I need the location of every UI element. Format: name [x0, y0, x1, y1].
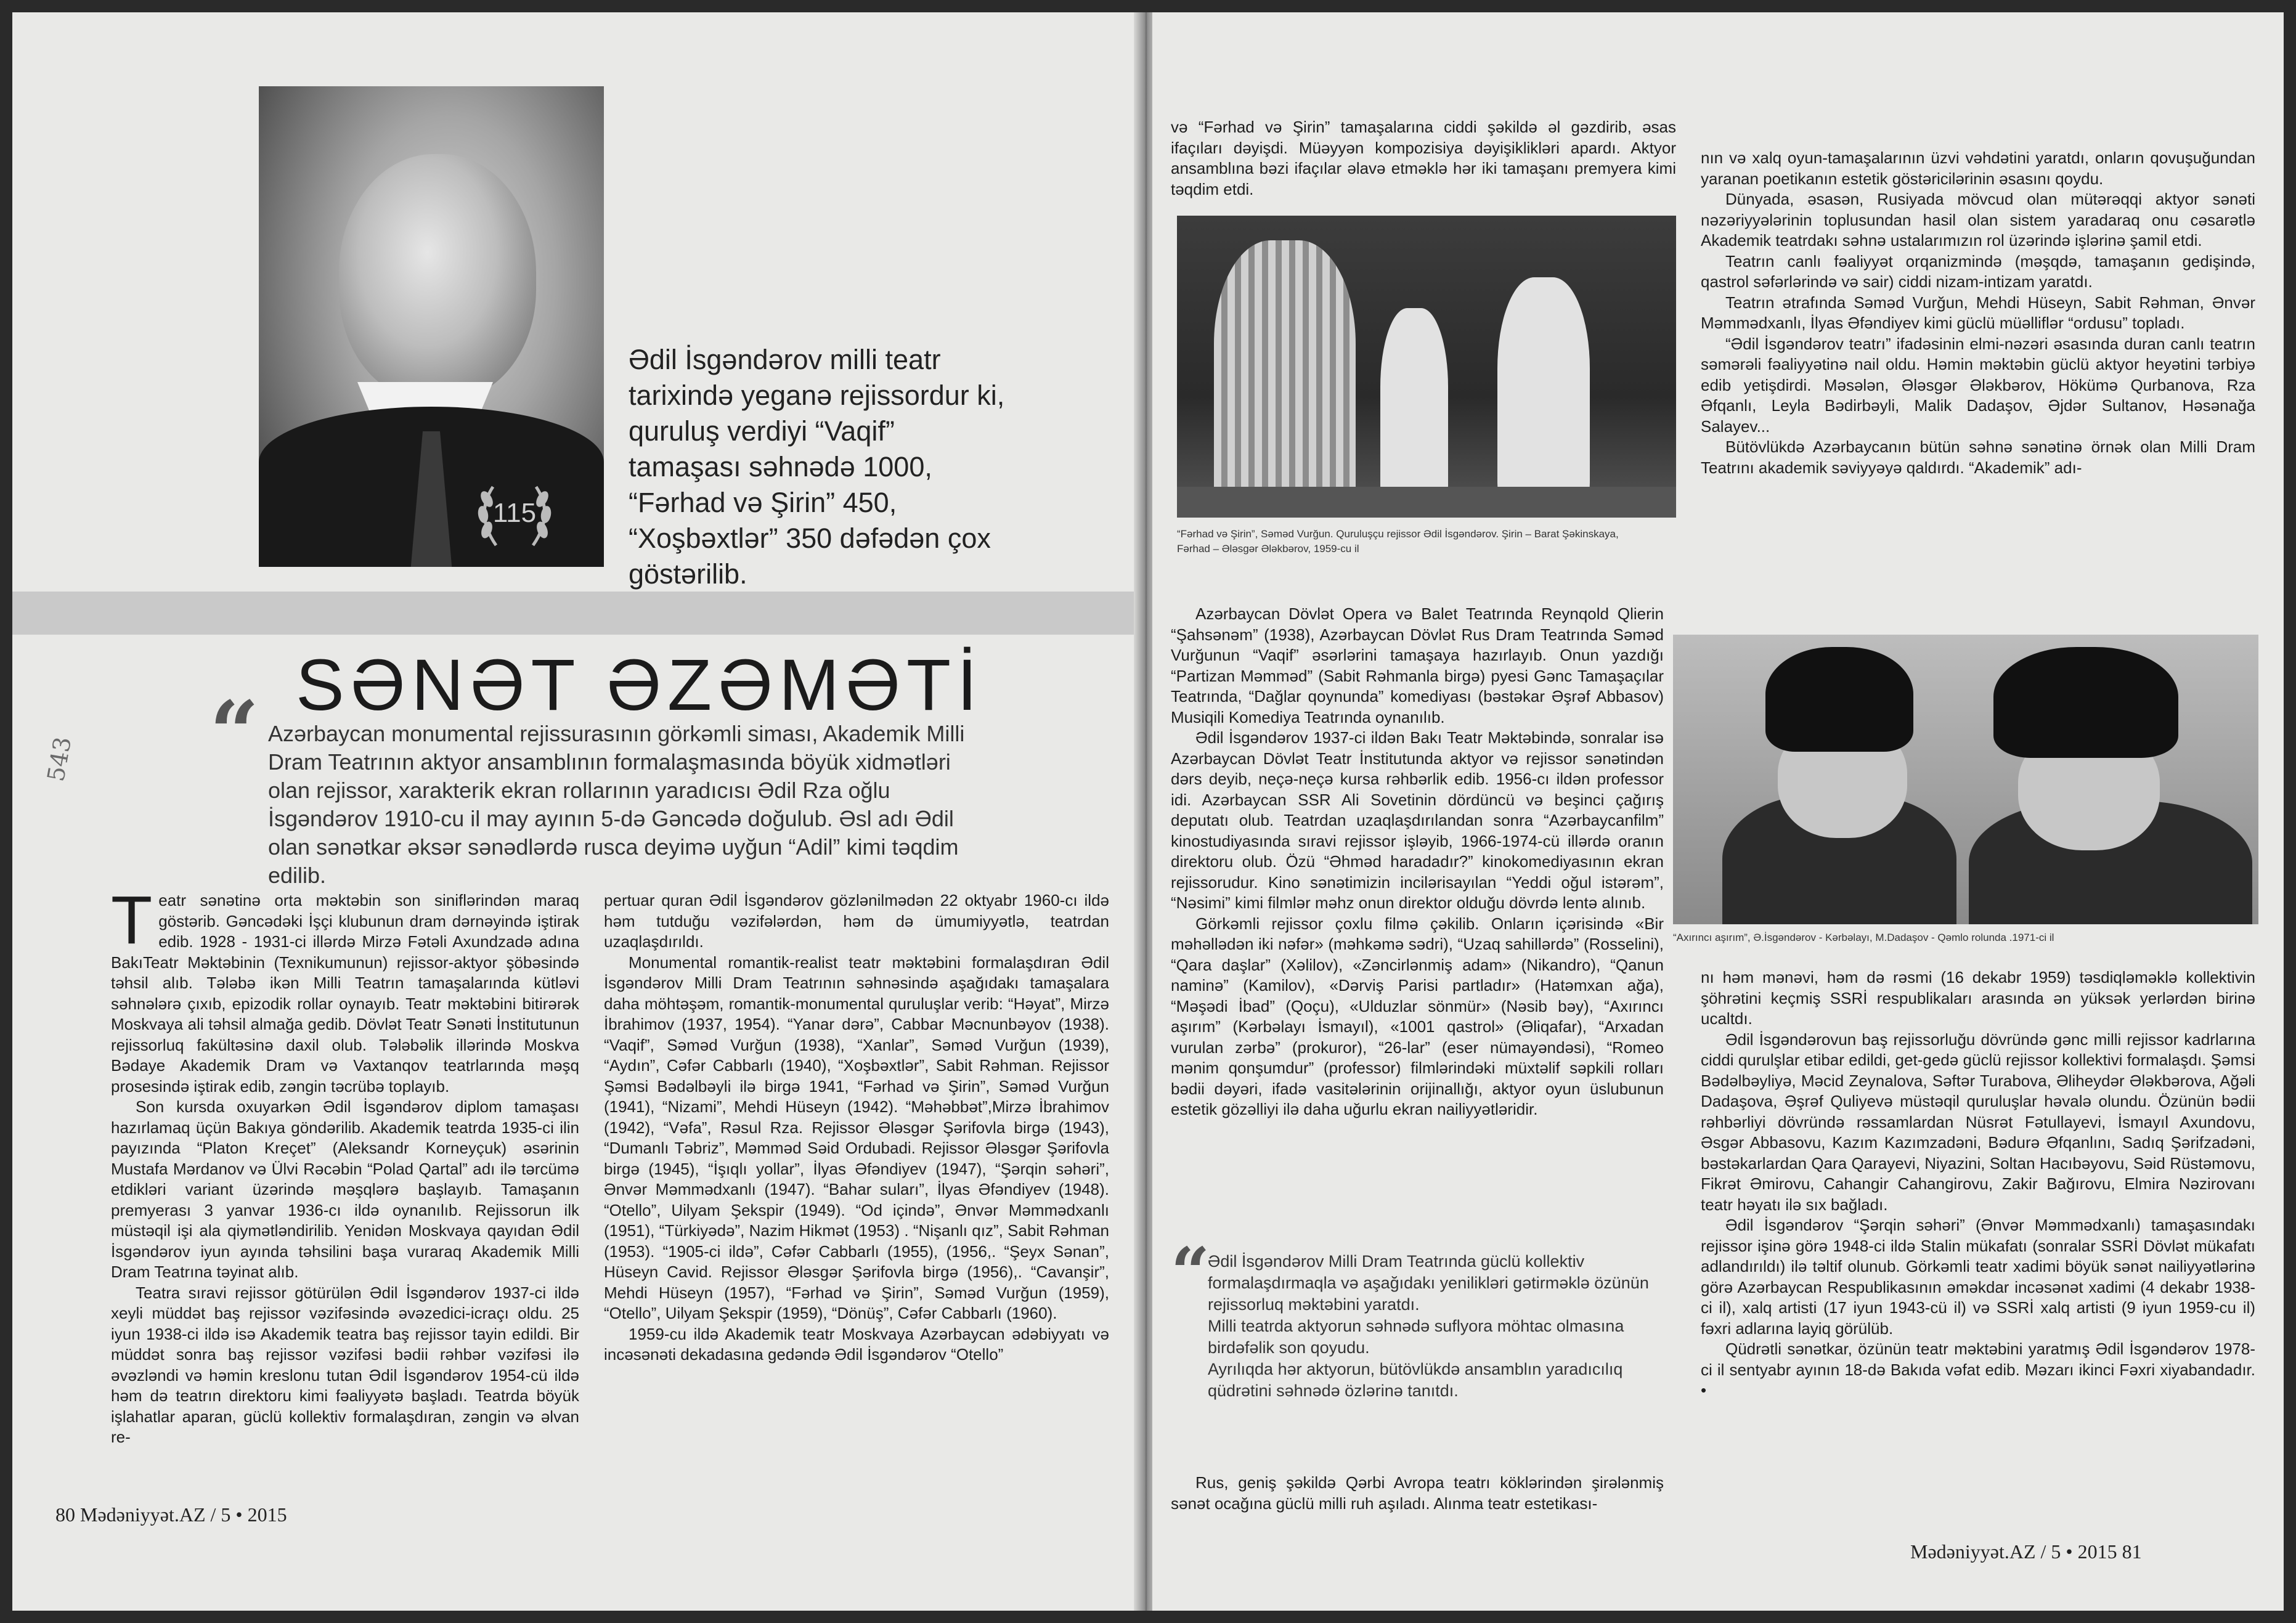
right-mid-column — [1171, 604, 1664, 1120]
rc-paragraph-5: “Ədil İsgəndərov teatrı” ifadəsinin elmi-nəzəri əsasında duran canlı teatrın səmərəli fəaliyyətinə nail oldu. Həmin məktəbin güclü aktyor heyətini tərbiyə edib yetişdirdi. Məsələn, Ələsgər Ələkbərov, Hökümə Qurbanova, Rza Əfqanlı, Leyla Bədirbəyli, Malik Dadaşov, Əjdər Sultanov, Həsənağa Salayev... — [1701, 334, 2255, 436]
lr-paragraph-4: Qüdrətli sənətkar, özünün teatr məktəbini yaratmış Ədil İsgəndərov 1978-ci il sentyabr ayının 18-də Bakıda vəfat edib. Məzarı ikinci Fəxri xiyabandadır. • — [1701, 1340, 2255, 1399]
rc-paragraph-6: Bütövlükdə Azərbaycanın bütün səhnə sənətinə örnək olan Milli Dram Teatrını akademik səviyyəyə qaldırdı. “Akademik” adı- — [1701, 437, 2255, 477]
lr-paragraph-1: nı həm mənəvi, həm də rəsmi (16 dekabr 1959) təsdiqləməklə kollektivin şöhrətini keçmiş SSRİ respublikaları arasında ən yüksək yerlərdən birinə ucaltdı. — [1701, 968, 2255, 1028]
photo2-caption: “Axırıncı aşırım”, Ə.İsgəndərov - Kərbəlayı, M.Dadaşov - Qəmlo rolunda .1971-ci il — [1673, 932, 2054, 943]
col1-paragraph-3: Teatra sıravi rejissor götürülən Ədil İsgəndərov 1937-ci ildə xeyli müddət baş rejissor vəzifəsində əvəzedici-icraçı oldu. 25 iyun 1938-ci ildə isə Akademik teatra baş rejissor tayin edildi. Bir müddət sonra baş rejissor vəzifəsi bədii rəhbər vəzifəsi ilə əvəzləndi və həmin kreslonu tutan Ədil İsgəndərov 1954-cü ildə həm də teatrın direktoru kimi fəaliyyətə başladı. Teatrda böyük işlahatlar aparan, güclü kollektiv formalaşdıran, zəngin və əlvan re- — [111, 1283, 579, 1446]
film-still-photo — [1673, 635, 2258, 924]
portrait-head — [339, 154, 536, 401]
mid-paragraph-2: Ədil İsgəndərov 1937-ci ildən Bakı Teatr Məktəbində, sonralar isə Azərbaycan Dövlət Teatr İnstitutunda aktyor və rejissor sənətindən dərs deyib, neçə-neçə kursa rəhbərlik edib. 1956-cı ildən professor idi. Azərbaycan SSR Ali Sovetinin dördüncü və beşinci çağırış deputatı olub. Teatrdan uzaqlaşdırılandan sonra “Azərbaycanfilm” kinostudiyasında sıravi rejissor işləyib, 1966-1974-cü illərdə oranın direktoru olub. Özü “Əhməd haradadır?” kinokomediyasının ekran rejissorudur. Kino sənətimizin incilərisayılan “Yeddi oğul istərəm”, “Nəsimi” kimi filmlər məhz onun direktor olduğu dövrdə lentə alınıb. — [1171, 728, 1664, 912]
left-page — [12, 12, 1140, 1611]
right-column-lower — [1701, 967, 2255, 1401]
right-top-paragraph: və “Fərhad və Şirin” tamaşalarına ciddi şəkildə əl gəzdirib, əsas ifaçıları dəyişdi. Müəyyən kompozisiya dəyişiklikləri apardı. Aktyor ansamblına bəzi ifaçılar əlavə etməklə hər iki tamaşanı premyera kimi təqdim etdi. — [1171, 118, 1676, 198]
pull-quote — [1208, 1251, 1682, 1402]
figure1-papakha — [1765, 647, 1913, 752]
left-column-1 — [111, 882, 579, 1448]
stage-floor — [1177, 487, 1676, 518]
pull-quote-line-2: Milli teatrda aktyorun səhnədə suflyora möhtac olmasına birdəfəlik son qoyudu. — [1208, 1317, 1624, 1357]
rc-paragraph-4: Teatrın ətrafında Səməd Vurğun, Mehdi Hüseyn, Sabit Rəhman, Ənvər Məmmədxanlı, İlyas Əfəndiyev kimi güclü müəlliflər “ordusu” topladı. — [1701, 293, 2255, 332]
left-column-2 — [604, 890, 1109, 1365]
mid-paragraph-3: Görkəmli rejissor çoxlu filmə çəkilib. Onların içərisində «Bir məhəllədən iki nəfər» (məhkəmə sədri), “Uzaq sahillərdə” (Rosselini), “Qara daşlar” (Xəlilov), «Zəncirlənmiş adam» (Nikandro), “Qanun naminə” (Kamilov), «Dərviş Parisi partladır» (Hatəmxan ağa), “Məşədi İbad” (Qoçu), «Ulduzlar sönmür» (Nəsib bəy), “Axırıncı aşırım” (Kərbəlayı İsmayıl), «1001 qastrol» (Əliqafar), “Arxadan vurulan zərbə” (prokuror), “26-lar” (eser nümayəndəsi), “Romeo mənim qonşumdur” (professor) filmlərindəki müxtəlif səpkili rolları bədii dəyəri, ifadə vasitələrinin orijinallığı, aktyor oyun üslubunun estetik gözəlliyi ilə daha uğurlu ekran nailiyyətləridir. — [1171, 914, 1664, 1118]
right-bottom-left — [1171, 1473, 1664, 1514]
lead-quote: Ədil İsgəndərov milli teatr tarixində yeganə rejissordur ki, quruluş verdiyi “Vaqif” tamaşası səhnədə 1000, “Fərhad və Şirin” 450, “Xoşbəxtlər” 350 dəfədən çox göstərilib. — [629, 344, 1005, 590]
mid-paragraph-1: Azərbaycan Dövlət Opera və Balet Teatrında Reynqold Qlierin “Şahsənəm” (1938), Azərbaycan Dövlət Rus Dram Teatrında Səməd Vurğunun “Vaqif” əsərlərini tamaşaya hazırlayıb. Onun yazdığı “Partizan Məmməd” (Sabit Rəhmanla birgə) pyesi Gənc Tamaşaçılar Teatrında, “Dağlar qoynunda” komediyası (bəstəkar Əşrəf Abbasov) Musiqili Komediya Teatrında oynanılıb. — [1171, 604, 1664, 726]
rc-paragraph-2: Dünyada, əsasən, Rusiyada mövcud olan mütərəqqi aktyor sənəti nəzəriyyələrinin toplusundan hasil olan sistem yaradaraq onu cəsarətlə Akademik teatrdakı səhnə ustalarımızın rol üzərində işlərinə şamil etdi. — [1701, 190, 2255, 250]
stage-photo — [1177, 216, 1676, 518]
magazine-spread — [12, 12, 2284, 1611]
right-column-upper — [1701, 148, 2255, 478]
bottom-left-paragraph: Rus, geniş şəkildə Qərbi Avropa teatrı köklərindən şirələnmiş sənət ocağına güclü milli ruh aşıladı. Alınma teatr estetikası- — [1171, 1473, 1664, 1513]
laurel-badge — [468, 468, 561, 561]
col1-paragraph-1 — [111, 882, 579, 1097]
folio-right: Mədəniyyət.AZ / 5 • 2015 81 — [1910, 1540, 2142, 1563]
lr-paragraph-2: Ədil İsgəndərovun baş rejissorluğu dövründə gənc milli rejissor kadrlarına ciddi qurulşlar etibar edildi, get-gedə güclü rejissor kollektivi formalaşdı. Şəmsi Bədəlbəyliyə, Məcid Zeynalova, Səftər Turabova, Əliheydər Ələkbərova, Ağəli Dadaşova, Əşrəf Quliyevə müstəqil quruluşlar həvalə olundu. Özünün bədii rəhbərliyi dövründə rəssamlardan Nüsrət Fətullayevi, İsmayıl Axundovu, Əsgər Abbasovu, Kazım Kazımzadəni, Bədurə Əfqanlını, Sadıq Şərifzadəni, bəstəkarlardan Qara Qarayevi, Niyazini, Soltan Hacıbəyovu, Səid Rüstəmovu, Fikrət Əmirovu, Cahangir Cahangirovu, Zakir Bağırovu, Elmira Nəzirovanı teatr həyatı ilə sıx bağladı. — [1701, 1030, 2255, 1214]
figure2-papakha — [1993, 647, 2178, 758]
right-top-text — [1171, 117, 1676, 200]
title-band — [12, 592, 1140, 635]
actor-figure — [1497, 277, 1590, 505]
right-page — [1152, 12, 2284, 1611]
quote-open-icon: “ — [210, 683, 259, 784]
pencil-mark: 543 — [42, 734, 77, 784]
intro-paragraph: Azərbaycan monumental rejissurasının görkəmli siması, Akademik Milli Dram Teatrının aktyor ansamblının formalaşmasında böyük xidmətləri olan rejissor, xarakterik ekran rollarının yaradıcısı Ədil Rza oğlu İsgəndərov 1910-cu il may ayının 5-də Gəncədə doğulub. Əsl adı Ədil olan sənətkar əksər sənədlərdə rusca deyimə uyğun “Adil” kimi təqdim edilib. — [268, 721, 965, 888]
pull-quote-line-1: Ədil İsgəndərov Milli Dram Teatrında güclü kollektiv formalaşdırmaqla və aşağıdakı yenilikləri gətirməklə özünün rejissorluq məktəbini yaratdı. — [1208, 1252, 1649, 1314]
col1-paragraph-2: Son kursda oxuyarkən Ədil İsgəndərov diplom tamaşası hazırlamaq üçün Bakıya göndərilib. Akademik teatrda 1935-ci ilin payızında “Platon Kreçet” (Aleksandr Korneyçuk) əsərinin Mustafa Mərdanov və Ülvi Rəcəbin “Polad Qartal” adı ilə tərcümə etdikləri variant üzərində məşqlərə başlayıb. Tamaşanın premyerası 3 yanvar 1936-cı ildə oynanılıb. Rejissorun ilk müstəqil işi ala qiymətləndirilib. Yenidən Moskvaya qayıdan Ədil İsgəndərov iyun ayında təhsilini başa vuraraq Akademik Milli Dram Teatrına təyinat alıb. — [111, 1097, 579, 1281]
stage-curtain — [1214, 240, 1356, 499]
col2-paragraph-2: Monumental romantik-realist teatr məktəbini formalaşdıran Ədil İsgəndərov Milli Dram Teatrının səhnəsində aşağıdakı tamaşalara daha möhtəşəm, romantik-monumental quruluşlar verib: “Həyat”, Mirzə İbrahimov (1937, 1954). “Yanar dərə”, Cabbar Məcnunbəyov (1938). “Vaqif”, Səməd Vurğun (1938), “Xanlar”, Səməd Vurğun (1939), “Aydın”, Cəfər Cabbarlı (1940), “Xoşbəxtlər”, Sabit Rəhman. Rejissor Şəmsi Bədəlbəyli ilə birgə 1941, “Fərhad və Şirin”, Səməd Vurğun (1941), “Nizami”, Mehdi Hüseyn (1942). “Məhəbbət”,Mirzə İbrahimov (1942), “Vəfa”, Rəsul Rza. Rejissor Ələsgər Şərifovla birgə (1943), “Dumanlı Təbriz”, Məmməd Səid Ordubadi. Rejissor Ələsgər Şərifovla birgə (1945), “İşıqlı yollar”, İlyas Əfəndiyev (1947), “Şərqin səhəri”, Ənvər Məmmədxanlı (1947). “Bahar suları”, İlyas Əfəndiyev (1948). “Otello”, Uilyam Şekspir (1949). “Od içində”, Ənvər Məmmədxanlı (1951), “Türkiyədə”, Nazim Hikmət (1953) . “Nişanlı qız”, Sabit Rəhman (1953). “1905-ci ildə”, Cəfər Cabbarlı (1955), (1956,. “Şeyx Sənan”, Hüseyn Cavid. Rejissor Ələsgər Şərifovla birgə (1956),. “Cavanşir”, Mehdi Hüseyn (1957), “Fərhad və Şirin”, Səməd Vurğun (1959), “Otello”, Uilyam Şekspir (1959), “Dönüş”, Cəfər Cabbarlı (1960). — [604, 953, 1109, 1322]
article-title: SƏNƏT ƏZƏMƏTİ — [296, 645, 983, 726]
actress-figure — [1380, 308, 1448, 505]
col2-paragraph-3: 1959-cu ildə Akademik teatr Moskvaya Azərbaycan ədəbiyyatı və incəsənəti dekadasına gedəndə Ədil İsgəndərov “Otello” — [604, 1324, 1109, 1364]
badge-number: 115 — [492, 498, 537, 528]
portrait-photo — [259, 86, 604, 567]
folio-left: 80 Mədəniyyət.AZ / 5 • 2015 — [55, 1503, 287, 1526]
lr-paragraph-3: Ədil İsgəndərov “Şərqin səhəri” (Ənvər Məmmədxanlı) tamaşasındakı rejissor işinə görə 1948-ci ildə Stalin mükafatı (sonralar SSRİ Dövlət mükafatı adlandırıldı) ilə təltif olunub. Görkəmli teatr xadimi böyük sənət nailiyyətlərinə görə Azərbaycan Respublikasının əməkdar incəsənət xadimi (4 dekabr 1938-ci il), xalq artisti (17 iyun 1943-cü il) və SSRİ xalq artisti (9 iyun 1959-cu il) fəxri adlarına layiq görülüb. — [1701, 1216, 2255, 1338]
rc-paragraph-1: nın və xalq oyun-tamaşalarının üzvi vəhdətini yaratdı, onların qovuşuğundan yaranan poetikanın estetik göstəricilərinin əsasını qoydu. — [1701, 148, 2255, 188]
photo1-caption: “Fərhad və Şirin”, Səməd Vurğun. Quruluşçu rejissor Ədil İsgəndərov. Şirin – Barat Şəkinskaya, Fərhad – Ələsgər Ələkbərov, 1959-cu il — [1177, 528, 1619, 555]
col2-paragraph-1: pertuar quran Ədil İsgəndərov gözlənilmədən 22 oktyabr 1960-cı ildə həm tutduğu vəzifələrdən, həm də ümumiyyətlə, teatrdan uzaqlaşdırıldı. — [604, 891, 1109, 951]
pull-quote-line-3: Ayrılıqda hər aktyorun, bütövlükdə ansamblın yaradıcılıq qüdrətini səhnədə özlərinə tanıtdı. — [1208, 1360, 1623, 1400]
dropcap: T — [111, 882, 153, 958]
pull-quote-icon: “ — [1171, 1232, 1210, 1312]
col1-p1-text: eatr sənətinə orta məktəbin son siniflərindən maraq göstərib. Gəncədəki İşçi klubunun dram dərnəyində iştirak edib. 1928 - 1931-ci illərdə Mirzə Fətəli Axundzadə adına BakıTeatr Məktəbinin (Texnikumunun) rejissor-aktyor şöbəsində təhsil alıb. Tələbə ikən Milli Teatrın tamaşalarında kütləvi səhnələrə çıxıb, epizodik rollar oynayıb. Teatr məktəbini bitirərək Moskvaya ali təhsil almağa gedib. Dövlət Teatr Sənəti İnstitutunun rejissorluq fakültəsinə daxil olub. Tələbəlik illərində Moskva Bədaye Akademik Dram və Vaxtanqov teatrlarında məşq prosesində iştirak edib, zəngin təcrübə toplayıb. — [111, 891, 579, 1096]
rc-paragraph-3: Teatrın canlı fəaliyyət orqanizmində (məşqdə, tamaşanın gedişində, qastrol səfərlərində və sair) ciddi nizam-intizam yaratdı. — [1701, 251, 2255, 291]
